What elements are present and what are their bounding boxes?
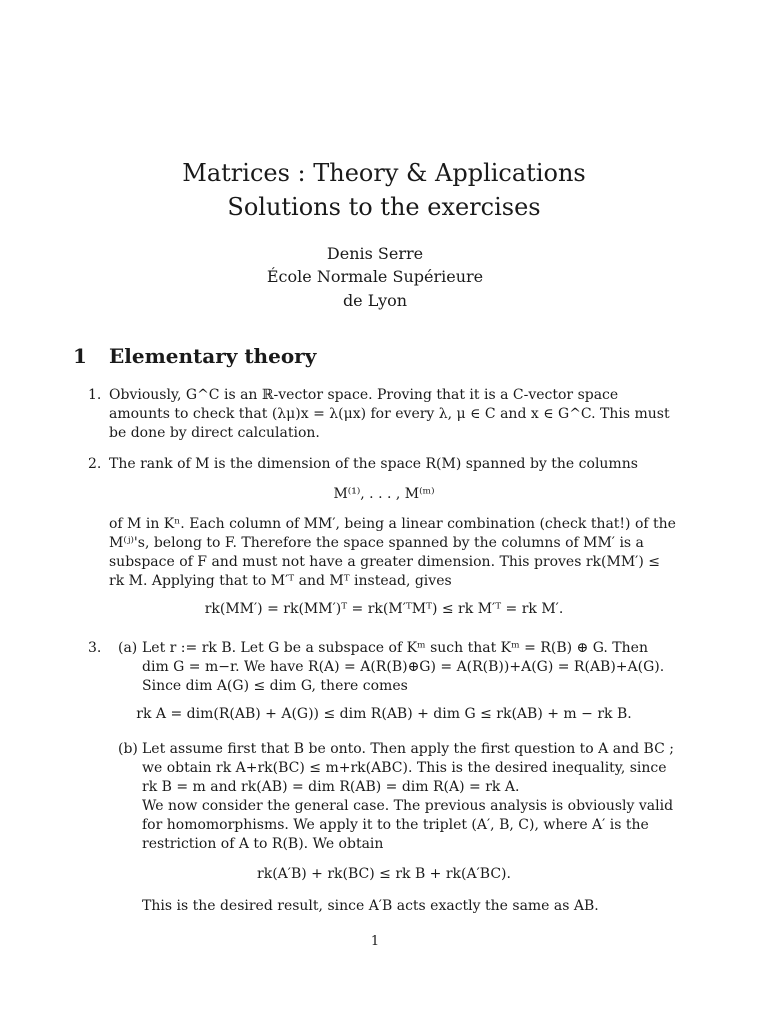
item-2-equation-rank: rk(MM′) = rk(MM′)ᵀ = rk(M′ᵀMᵀ) ≤ rk M′ᵀ = rk M′. — [204, 601, 564, 617]
item-2-equation-columns: M⁽¹⁾, . . . , M⁽ᵐ⁾ — [333, 486, 435, 502]
item-1-text — [109, 386, 679, 443]
section-number: 1 — [73, 344, 87, 368]
item-3b-label: (b) — [118, 741, 138, 757]
document-title: Matrices : Theory & Applications — [182, 159, 586, 187]
item-2-paragraph-a: The rank of M is the dimension of the space R(M) spanned by the columns — [109, 456, 638, 472]
item-3b-equation: rk(A′B) + rk(BC) ≤ rk B + rk(A′BC). — [257, 866, 511, 882]
item-3a-text — [142, 639, 679, 696]
item-2-intro — [109, 455, 679, 474]
author-affiliation-city: de Lyon — [342, 291, 408, 310]
author-affiliation: École Normale Supérieure — [266, 267, 484, 286]
item-1-label: 1. — [88, 387, 102, 403]
section-heading — [73, 344, 316, 368]
item-3b-paragraph-b: We now consider the general case. The previous analysis is obviously valid for homomorphisms. We apply it to the triplet (A′, B, C), where A′ is the restriction of A to R(B). We obtain — [142, 798, 674, 852]
item-3a-paragraph: Let r := rk B. Let G be a subspace of Kᵐ such that Kᵐ = R(B) ⊕ G. Then dim G = m−r. We have R(A) = A(R(B)⊕G) = A(R(B))+A(G) = R(AB)+A(G). Since dim A(G) ≤ dim G, there comes — [142, 640, 665, 694]
item-2-paragraph-b: of M in Kⁿ. Each column of MM′, being a linear combination (check that!) of the M⁽ʲ⁾'s, belong to F. Therefore the space spanned by the columns of MM′ is a subspace of F and must not have a greater dimension. This proves rk(MM′) ≤ rk M. Applying that to M′ᵀ and Mᵀ instead, gives — [109, 516, 676, 589]
item-3a-equation: rk A = dim(R(AB) + A(G)) ≤ dim R(AB) + dim G ≤ rk(AB) + m − rk B. — [136, 706, 632, 722]
item-3a-label: (a) — [118, 640, 138, 656]
document-subtitle: Solutions to the exercises — [227, 193, 541, 221]
item-3b-conclusion — [142, 897, 679, 916]
author-name: Denis Serre — [326, 244, 424, 263]
page-number: 1 — [370, 934, 380, 949]
item-3b-text — [142, 740, 679, 854]
item-2-label: 2. — [88, 456, 102, 472]
item-3b-paragraph-c: This is the desired result, since A′B acts exactly the same as AB. — [142, 898, 599, 914]
item-3b-paragraph-a: Let assume first that B be onto. Then apply the first question to A and BC ; we obtain rk A+rk(BC) ≤ m+rk(ABC). This is the desired inequality, since rk B = m and rk(AB) = dim R(AB) = dim R(A) = rk A. — [142, 741, 674, 795]
item-1-paragraph: Obviously, G^C is an ℝ-vector space. Proving that it is a C-vector space amounts to check that (λμ)x = λ(μx) for every λ, μ ∈ C and x ∈ G^C. This must be done by direct calculation. — [109, 387, 670, 441]
section-title: Elementary theory — [109, 344, 317, 368]
item-2-body — [109, 515, 679, 591]
item-3-label: 3. — [88, 640, 102, 656]
